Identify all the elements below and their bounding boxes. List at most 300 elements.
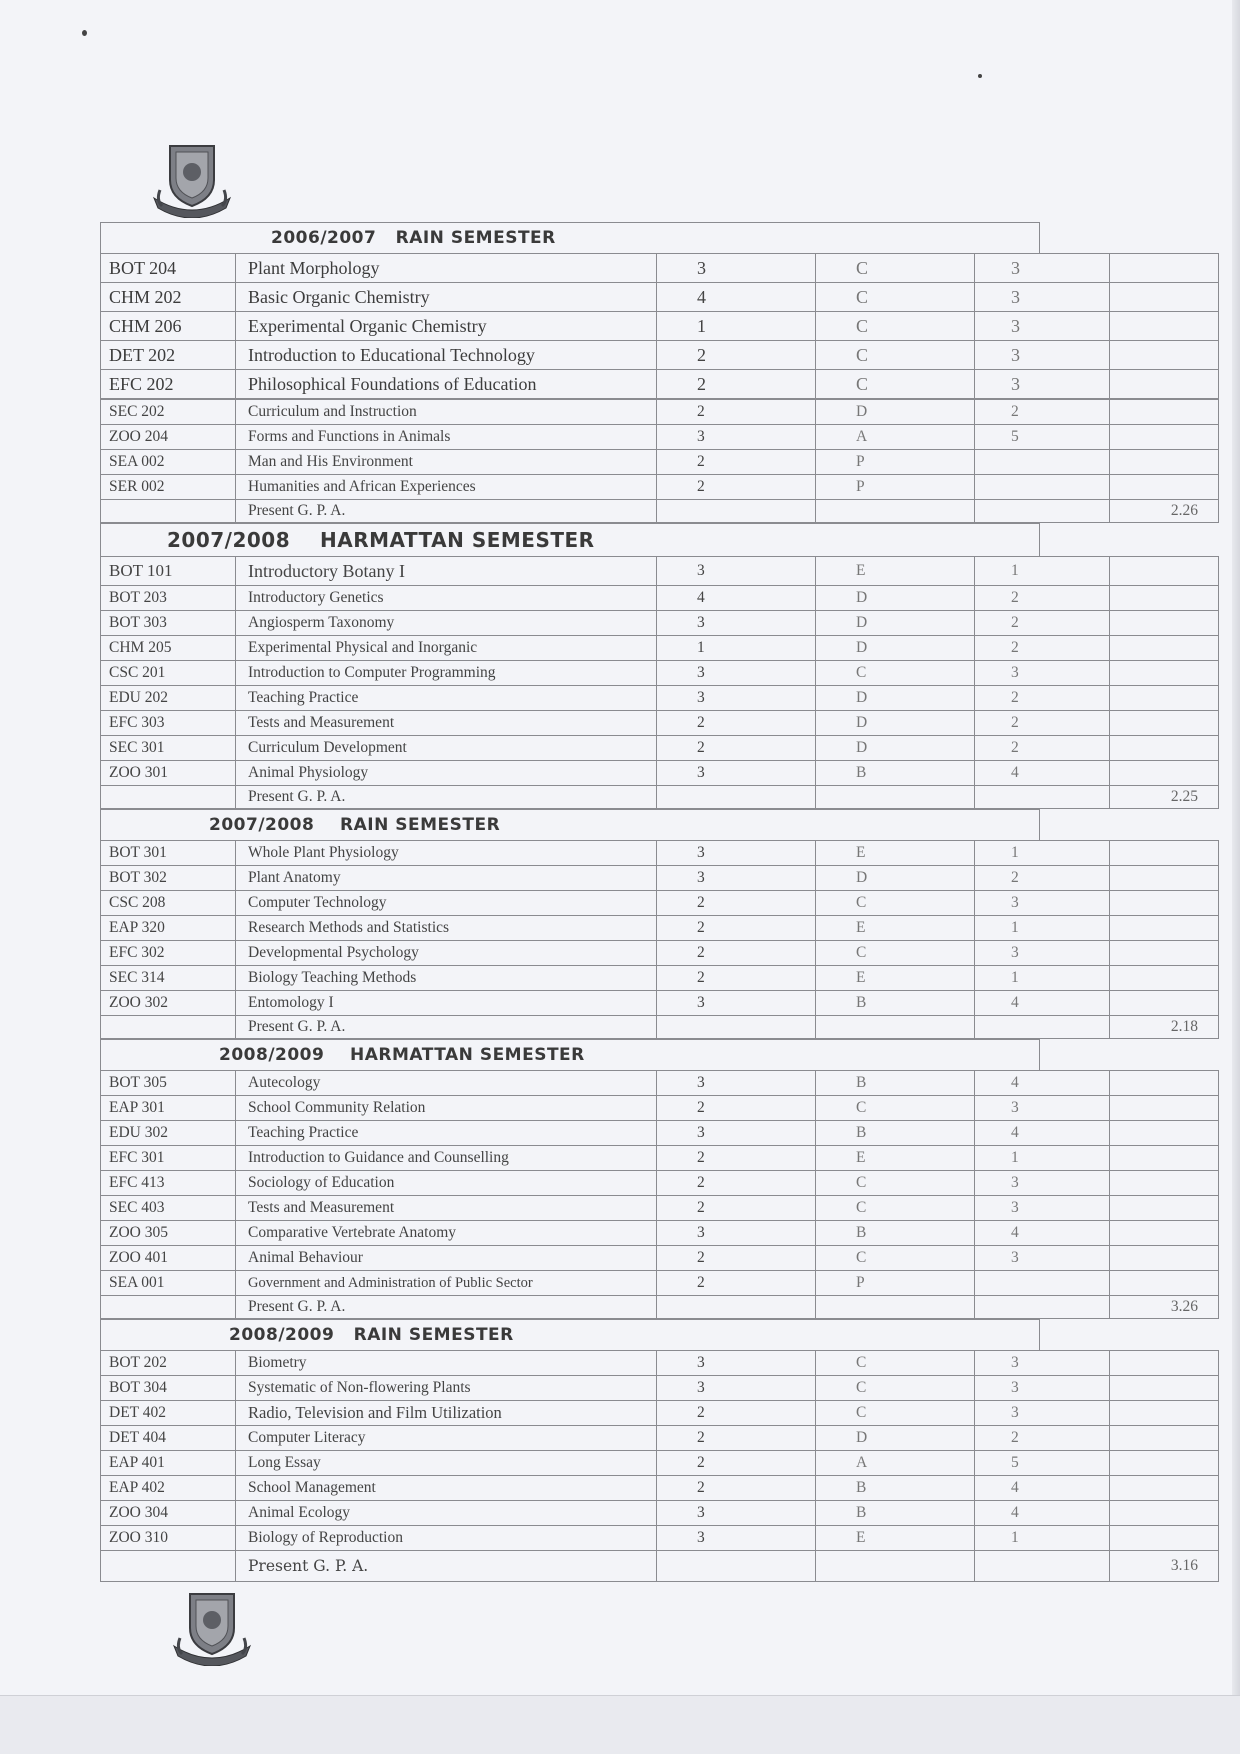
gpa-cell — [1110, 991, 1219, 1016]
course-table — [100, 1350, 1219, 1582]
course-units: 2 — [657, 1171, 816, 1196]
course-units: 2 — [657, 370, 816, 399]
grade-point: 4 — [975, 761, 1110, 786]
course-title: Animal Behaviour — [236, 1246, 657, 1271]
grade-point: 1 — [975, 557, 1110, 586]
scan-speck — [978, 74, 982, 78]
gpa-value: 2.25 — [1110, 786, 1219, 809]
course-units: 2 — [657, 1426, 816, 1451]
course-grade: B — [816, 1476, 975, 1501]
empty-cell — [657, 1551, 816, 1582]
course-grade: C — [816, 283, 975, 312]
gpa-cell — [1110, 1221, 1219, 1246]
gpa-cell — [1110, 370, 1219, 399]
table-row — [101, 1271, 1219, 1296]
table-row — [101, 312, 1219, 341]
course-grade: C — [816, 1096, 975, 1121]
table-row — [101, 557, 1219, 586]
course-title: Developmental Psychology — [236, 941, 657, 966]
grade-point: 5 — [975, 425, 1110, 450]
empty-cell — [101, 1296, 236, 1319]
course-grade: B — [816, 1221, 975, 1246]
course-title: Tests and Measurement — [236, 1196, 657, 1221]
course-title: Plant Anatomy — [236, 866, 657, 891]
gpa-cell — [1110, 916, 1219, 941]
course-code: EFC 303 — [101, 711, 236, 736]
course-title: Long Essay — [236, 1451, 657, 1476]
course-code: EAP 301 — [101, 1096, 236, 1121]
gpa-cell — [1110, 966, 1219, 991]
course-grade: D — [816, 1426, 975, 1451]
course-grade: C — [816, 1196, 975, 1221]
grade-point: 3 — [975, 1096, 1110, 1121]
transcript-table — [100, 222, 1198, 1582]
gpa-cell — [1110, 761, 1219, 786]
course-code: ZOO 301 — [101, 761, 236, 786]
gpa-cell — [1110, 636, 1219, 661]
gpa-cell — [1110, 1376, 1219, 1401]
gpa-cell — [1110, 1196, 1219, 1221]
table-row — [101, 1351, 1219, 1376]
gpa-row — [101, 500, 1219, 523]
semester-name: HARMATTAN SEMESTER — [320, 528, 595, 552]
grade-point: 3 — [975, 1196, 1110, 1221]
gpa-cell — [1110, 1096, 1219, 1121]
grade-point: 2 — [975, 611, 1110, 636]
course-units: 2 — [657, 1271, 816, 1296]
grade-point: 4 — [975, 1121, 1110, 1146]
course-grade: D — [816, 586, 975, 611]
gpa-cell — [1110, 841, 1219, 866]
gpa-label: Present G. P. A. — [236, 1296, 657, 1319]
gpa-cell — [1110, 1526, 1219, 1551]
grade-point — [975, 1271, 1110, 1296]
empty-cell — [975, 1551, 1110, 1582]
course-grade: C — [816, 1401, 975, 1426]
course-title: Biology Teaching Methods — [236, 966, 657, 991]
semester-block — [100, 523, 1198, 809]
gpa-cell — [1110, 1451, 1219, 1476]
empty-cell — [657, 1296, 816, 1319]
course-units: 2 — [657, 1246, 816, 1271]
grade-point: 1 — [975, 1146, 1110, 1171]
course-units: 1 — [657, 636, 816, 661]
gpa-cell — [1110, 1351, 1219, 1376]
empty-cell — [101, 1551, 236, 1582]
course-code: BOT 202 — [101, 1351, 236, 1376]
table-row — [101, 711, 1219, 736]
course-grade: B — [816, 991, 975, 1016]
gpa-cell — [1110, 425, 1219, 450]
table-row — [101, 1451, 1219, 1476]
course-grade: E — [816, 557, 975, 586]
empty-cell — [101, 786, 236, 809]
course-code: ZOO 401 — [101, 1246, 236, 1271]
course-units: 3 — [657, 761, 816, 786]
empty-cell — [101, 500, 236, 523]
table-row — [101, 341, 1219, 370]
course-code: EFC 413 — [101, 1171, 236, 1196]
gpa-cell — [1110, 1271, 1219, 1296]
table-row — [101, 586, 1219, 611]
course-units: 3 — [657, 1501, 816, 1526]
table-row — [101, 1071, 1219, 1096]
course-title: Biology of Reproduction — [236, 1526, 657, 1551]
gpa-cell — [1110, 1071, 1219, 1096]
semester-header — [100, 1319, 1040, 1350]
course-units: 2 — [657, 475, 816, 500]
course-code: ZOO 310 — [101, 1526, 236, 1551]
course-title: Autecology — [236, 1071, 657, 1096]
table-row — [101, 1221, 1219, 1246]
empty-cell — [975, 1296, 1110, 1319]
table-row — [101, 1196, 1219, 1221]
table-row — [101, 475, 1219, 500]
course-code: BOT 303 — [101, 611, 236, 636]
course-code: SEA 001 — [101, 1271, 236, 1296]
gpa-label: Present G. P. A. — [236, 1016, 657, 1039]
course-title: Experimental Physical and Inorganic — [236, 636, 657, 661]
gpa-cell — [1110, 1401, 1219, 1426]
empty-cell — [975, 500, 1110, 523]
course-units: 2 — [657, 1401, 816, 1426]
grade-point: 4 — [975, 1501, 1110, 1526]
gpa-cell — [1110, 400, 1219, 425]
gpa-value: 2.26 — [1110, 500, 1219, 523]
course-units: 3 — [657, 686, 816, 711]
semester-name: RAIN SEMESTER — [395, 228, 556, 248]
empty-cell — [816, 1296, 975, 1319]
course-title: School Management — [236, 1476, 657, 1501]
course-code: SEC 301 — [101, 736, 236, 761]
table-row — [101, 891, 1219, 916]
gpa-cell — [1110, 312, 1219, 341]
course-title: Philosophical Foundations of Education — [236, 370, 657, 399]
gpa-row — [101, 786, 1219, 809]
course-units: 3 — [657, 1121, 816, 1146]
semester-year: 2007/2008 — [209, 815, 315, 835]
gpa-value: 3.26 — [1110, 1296, 1219, 1319]
empty-cell — [101, 1016, 236, 1039]
gpa-cell — [1110, 686, 1219, 711]
course-code: BOT 203 — [101, 586, 236, 611]
course-units: 3 — [657, 661, 816, 686]
course-grade: D — [816, 866, 975, 891]
course-code: BOT 304 — [101, 1376, 236, 1401]
course-units: 3 — [657, 1351, 816, 1376]
course-units: 3 — [657, 991, 816, 1016]
course-code: SEC 314 — [101, 966, 236, 991]
grade-point: 1 — [975, 916, 1110, 941]
table-row — [101, 1121, 1219, 1146]
grade-point: 2 — [975, 711, 1110, 736]
course-grade: B — [816, 761, 975, 786]
course-code: DET 202 — [101, 341, 236, 370]
course-title: Teaching Practice — [236, 1121, 657, 1146]
grade-point: 1 — [975, 1526, 1110, 1551]
empty-cell — [816, 1016, 975, 1039]
course-title: Whole Plant Physiology — [236, 841, 657, 866]
course-grade: C — [816, 312, 975, 341]
course-title: Introductory Botany I — [236, 557, 657, 586]
grade-point: 2 — [975, 686, 1110, 711]
semester-header — [100, 523, 1040, 556]
table-row — [101, 400, 1219, 425]
course-code: ZOO 204 — [101, 425, 236, 450]
grade-point: 3 — [975, 941, 1110, 966]
course-code: EFC 202 — [101, 370, 236, 399]
gpa-cell — [1110, 1121, 1219, 1146]
course-grade: E — [816, 841, 975, 866]
gpa-cell — [1110, 941, 1219, 966]
course-grade: B — [816, 1501, 975, 1526]
table-row — [101, 611, 1219, 636]
empty-cell — [975, 786, 1110, 809]
course-title: Biometry — [236, 1351, 657, 1376]
course-code: EDU 202 — [101, 686, 236, 711]
course-grade: P — [816, 1271, 975, 1296]
course-grade: P — [816, 450, 975, 475]
table-row — [101, 1401, 1219, 1426]
gpa-label: Present G. P. A. — [236, 1551, 657, 1582]
course-title: Curriculum Development — [236, 736, 657, 761]
gpa-cell — [1110, 450, 1219, 475]
table-row — [101, 941, 1219, 966]
table-row — [101, 283, 1219, 312]
table-row — [101, 1146, 1219, 1171]
table-row — [101, 254, 1219, 283]
course-title: Animal Physiology — [236, 761, 657, 786]
grade-point: 3 — [975, 891, 1110, 916]
semester-header — [100, 1039, 1040, 1070]
course-code: EAP 320 — [101, 916, 236, 941]
gpa-cell — [1110, 891, 1219, 916]
table-row — [101, 636, 1219, 661]
course-title: Experimental Organic Chemistry — [236, 312, 657, 341]
course-code: CSC 201 — [101, 661, 236, 686]
course-grade: C — [816, 254, 975, 283]
table-row — [101, 425, 1219, 450]
course-code: EFC 302 — [101, 941, 236, 966]
page-edge — [1232, 0, 1240, 1700]
gpa-cell — [1110, 1426, 1219, 1451]
course-units: 3 — [657, 1071, 816, 1096]
course-units: 3 — [657, 1221, 816, 1246]
course-title: Comparative Vertebrate Anatomy — [236, 1221, 657, 1246]
course-grade: C — [816, 1171, 975, 1196]
course-title: Entomology I — [236, 991, 657, 1016]
grade-point: 3 — [975, 312, 1110, 341]
semester-name: RAIN SEMESTER — [340, 815, 501, 835]
semester-block — [100, 1319, 1198, 1582]
course-title: Curriculum and Instruction — [236, 400, 657, 425]
course-code: EAP 401 — [101, 1451, 236, 1476]
semester-year: 2006/2007 — [271, 228, 377, 248]
course-units: 1 — [657, 312, 816, 341]
semester-name: HARMATTAN SEMESTER — [350, 1045, 585, 1065]
course-table — [100, 399, 1219, 523]
course-units: 2 — [657, 400, 816, 425]
grade-point: 3 — [975, 283, 1110, 312]
gpa-row — [101, 1551, 1219, 1582]
grade-point: 2 — [975, 400, 1110, 425]
grade-point — [975, 450, 1110, 475]
table-row — [101, 761, 1219, 786]
grade-point: 2 — [975, 1426, 1110, 1451]
gpa-cell — [1110, 557, 1219, 586]
course-code: EDU 302 — [101, 1121, 236, 1146]
empty-cell — [657, 500, 816, 523]
gpa-cell — [1110, 1501, 1219, 1526]
semester-block — [100, 1039, 1198, 1319]
gpa-label: Present G. P. A. — [236, 786, 657, 809]
course-title: Computer Technology — [236, 891, 657, 916]
semester-block — [100, 222, 1198, 523]
course-table — [100, 840, 1219, 1039]
course-code: ZOO 305 — [101, 1221, 236, 1246]
course-grade: P — [816, 475, 975, 500]
course-table — [100, 1070, 1219, 1319]
grade-point: 3 — [975, 661, 1110, 686]
course-title: Angiosperm Taxonomy — [236, 611, 657, 636]
course-code: BOT 305 — [101, 1071, 236, 1096]
grade-point: 4 — [975, 991, 1110, 1016]
course-code: SEC 202 — [101, 400, 236, 425]
course-title: Systematic of Non-flowering Plants — [236, 1376, 657, 1401]
table-row — [101, 450, 1219, 475]
course-grade: C — [816, 941, 975, 966]
course-grade: E — [816, 916, 975, 941]
course-units: 3 — [657, 425, 816, 450]
gpa-cell — [1110, 1171, 1219, 1196]
empty-cell — [657, 786, 816, 809]
course-grade: E — [816, 1526, 975, 1551]
scan-speck — [82, 30, 87, 36]
course-grade: D — [816, 400, 975, 425]
table-row — [101, 1171, 1219, 1196]
table-row — [101, 991, 1219, 1016]
course-table — [100, 556, 1219, 809]
course-units: 3 — [657, 841, 816, 866]
course-title: Computer Literacy — [236, 1426, 657, 1451]
semester-year: 2008/2009 — [219, 1045, 325, 1065]
course-grade: C — [816, 891, 975, 916]
course-grade: C — [816, 341, 975, 370]
gpa-cell — [1110, 283, 1219, 312]
course-code: CHM 206 — [101, 312, 236, 341]
grade-point: 3 — [975, 1171, 1110, 1196]
university-crest-icon — [150, 140, 234, 218]
grade-point: 2 — [975, 586, 1110, 611]
course-code: ZOO 302 — [101, 991, 236, 1016]
table-row — [101, 1501, 1219, 1526]
course-units: 4 — [657, 283, 816, 312]
table-row — [101, 1476, 1219, 1501]
course-grade: D — [816, 636, 975, 661]
gpa-cell — [1110, 1476, 1219, 1501]
course-grade: C — [816, 370, 975, 399]
table-row — [101, 1246, 1219, 1271]
course-code: BOT 204 — [101, 254, 236, 283]
semester-block — [100, 809, 1198, 1039]
course-units: 3 — [657, 557, 816, 586]
course-grade: E — [816, 1146, 975, 1171]
semester-header — [100, 809, 1040, 840]
gpa-label: Present G. P. A. — [236, 500, 657, 523]
empty-cell — [816, 1551, 975, 1582]
course-units: 2 — [657, 736, 816, 761]
course-units: 2 — [657, 916, 816, 941]
grade-point: 4 — [975, 1071, 1110, 1096]
semester-name: RAIN SEMESTER — [353, 1325, 514, 1345]
course-grade: D — [816, 711, 975, 736]
gpa-value: 2.18 — [1110, 1016, 1219, 1039]
grade-point: 3 — [975, 370, 1110, 399]
course-code: EAP 402 — [101, 1476, 236, 1501]
course-grade: C — [816, 1351, 975, 1376]
table-row — [101, 1376, 1219, 1401]
gpa-cell — [1110, 866, 1219, 891]
table-row — [101, 1426, 1219, 1451]
empty-cell — [816, 500, 975, 523]
course-units: 3 — [657, 866, 816, 891]
course-title: Sociology of Education — [236, 1171, 657, 1196]
semester-header — [100, 222, 1040, 253]
course-title: Teaching Practice — [236, 686, 657, 711]
course-grade: B — [816, 1121, 975, 1146]
table-row — [101, 966, 1219, 991]
course-grade: A — [816, 1451, 975, 1476]
course-units: 2 — [657, 1476, 816, 1501]
table-row — [101, 736, 1219, 761]
course-grade: C — [816, 1376, 975, 1401]
empty-cell — [975, 1016, 1110, 1039]
course-grade: D — [816, 611, 975, 636]
course-title: Animal Ecology — [236, 1501, 657, 1526]
course-code: BOT 302 — [101, 866, 236, 891]
course-code: CSC 208 — [101, 891, 236, 916]
course-grade: A — [816, 425, 975, 450]
grade-point: 3 — [975, 1401, 1110, 1426]
grade-point: 5 — [975, 1451, 1110, 1476]
course-units: 2 — [657, 1451, 816, 1476]
grade-point: 3 — [975, 1246, 1110, 1271]
grade-point: 3 — [975, 341, 1110, 370]
course-units: 4 — [657, 586, 816, 611]
gpa-cell — [1110, 711, 1219, 736]
course-units: 3 — [657, 1526, 816, 1551]
course-units: 2 — [657, 341, 816, 370]
course-code: SER 002 — [101, 475, 236, 500]
course-title: School Community Relation — [236, 1096, 657, 1121]
course-units: 3 — [657, 611, 816, 636]
gpa-cell — [1110, 1146, 1219, 1171]
grade-point: 1 — [975, 841, 1110, 866]
page-bottom-edge — [0, 1695, 1240, 1754]
course-title: Humanities and African Experiences — [236, 475, 657, 500]
gpa-cell — [1110, 254, 1219, 283]
table-row — [101, 866, 1219, 891]
course-grade: D — [816, 736, 975, 761]
course-title: Introduction to Guidance and Counselling — [236, 1146, 657, 1171]
course-title: Basic Organic Chemistry — [236, 283, 657, 312]
course-title: Introduction to Computer Programming — [236, 661, 657, 686]
grade-point: 3 — [975, 254, 1110, 283]
course-title: Introduction to Educational Technology — [236, 341, 657, 370]
semester-year: 2007/2008 — [167, 528, 291, 552]
grade-point: 3 — [975, 1376, 1110, 1401]
course-title: Government and Administration of Public Sector — [236, 1271, 657, 1296]
